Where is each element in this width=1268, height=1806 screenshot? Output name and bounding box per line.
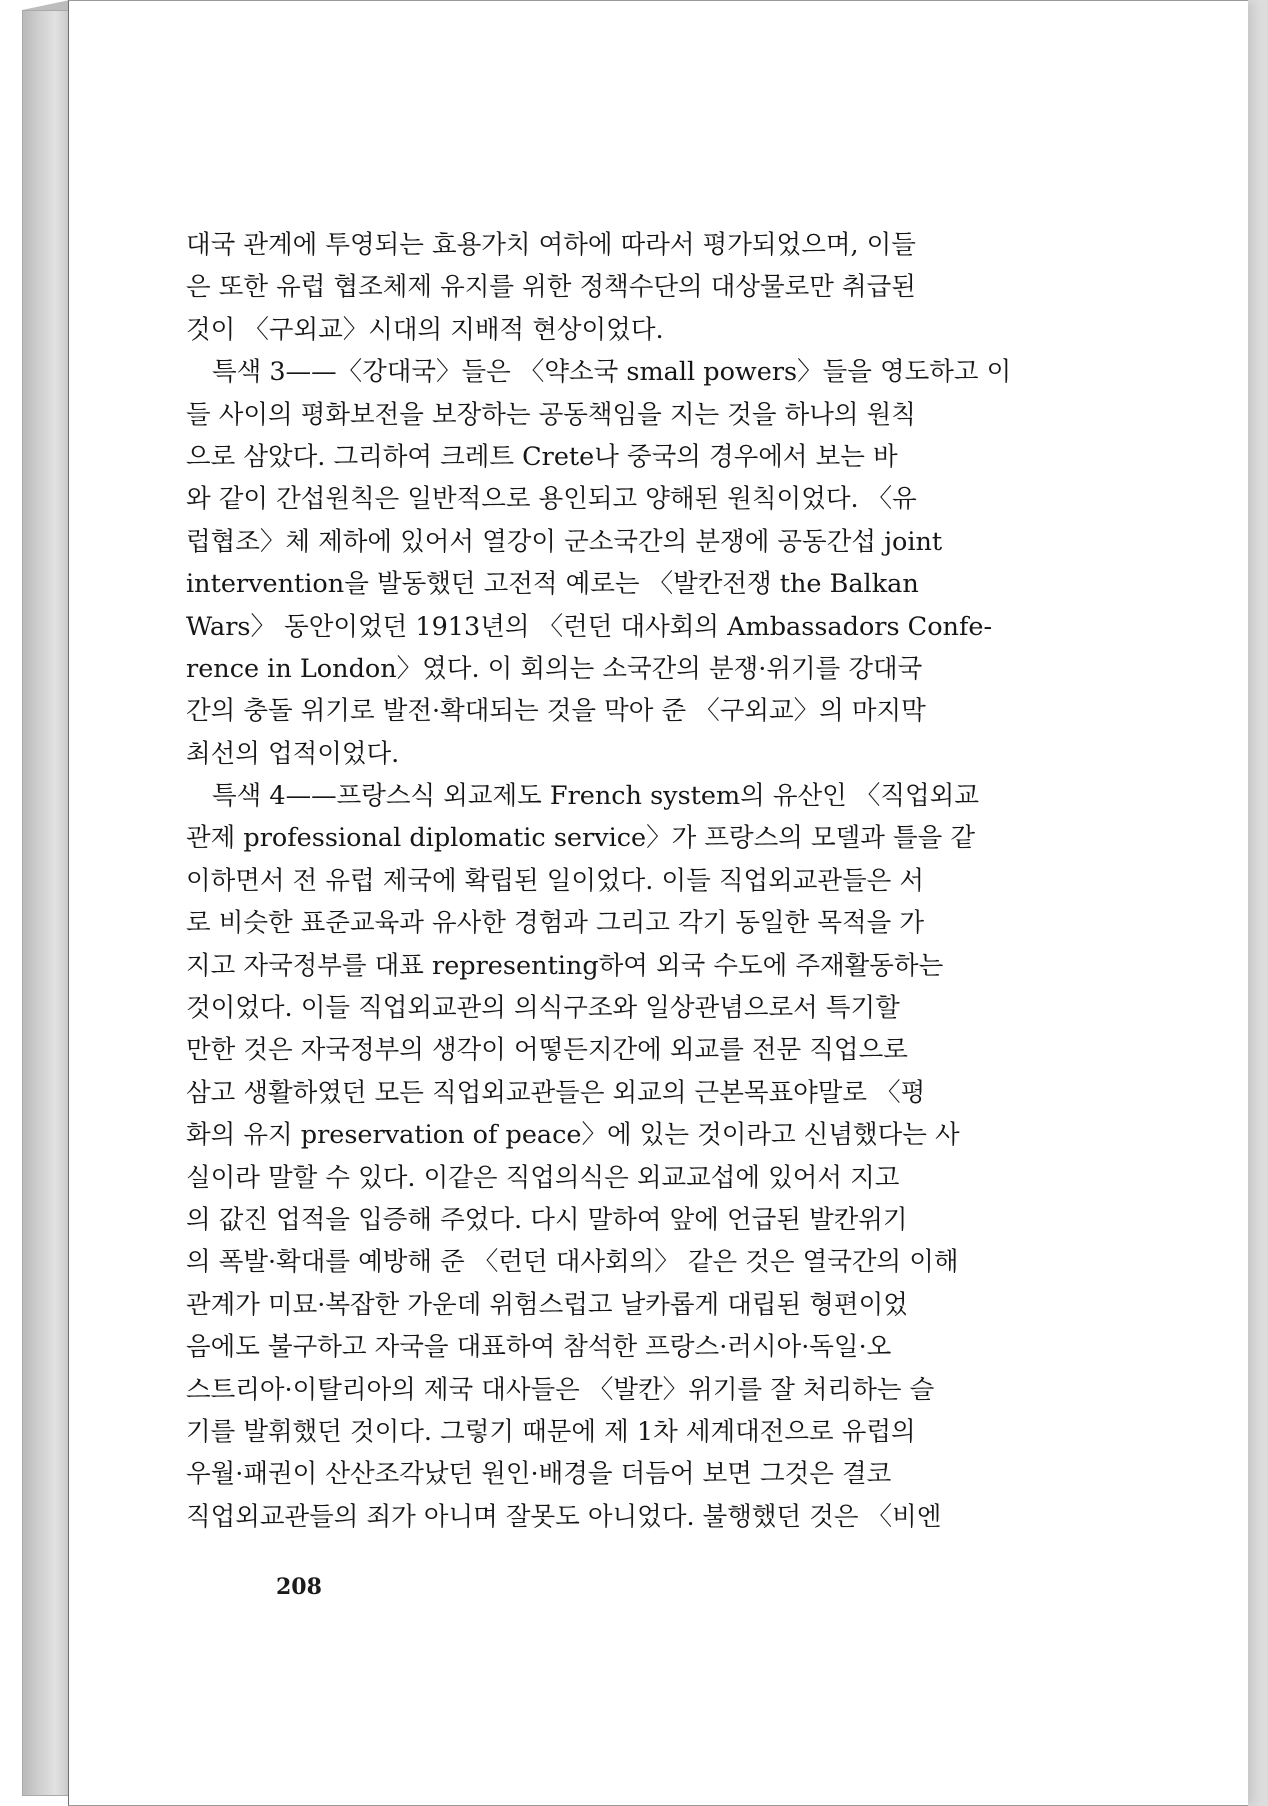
text-line: 은 또한 유럽 협조체제 유지를 위한 정책수단의 대상물로만 취급된 (186, 272, 916, 303)
text-line: 기를 발휘했던 것이다. 그렇기 때문에 제 1차 세계대전으로 유럽의 (186, 1416, 916, 1447)
text-line: 것이 〈구외교〉시대의 지배적 현상이었다. (186, 314, 664, 345)
text-line: 관제 professional diplomatic service〉가 프랑스의 모델과 틀을 같 (186, 823, 976, 854)
text-line: 로 비슷한 표준교육과 유사한 경험과 그리고 각기 동일한 목적을 가 (186, 908, 925, 939)
body-text (186, 224, 1096, 1538)
text-line: 스트리아·이탈리아의 제국 대사들은 〈발칸〉위기를 잘 처리하는 슬 (186, 1374, 935, 1405)
text-line: 음에도 불구하고 자국을 대표하여 참석한 프랑스·러시아·독일·오 (186, 1332, 892, 1363)
text-line: 의 폭발·확대를 예방해 준 〈런던 대사회의〉 같은 것은 열국간의 이해 (186, 1247, 959, 1278)
text-line: 만한 것은 자국정부의 생각이 어떻든지간에 외교를 전문 직업으로 (186, 1035, 908, 1066)
text-line: 특색 3——〈강대국〉들은 〈약소국 small powers〉들을 영도하고 이 (212, 357, 1012, 388)
text-line: 이하면서 전 유럽 제국에 확립된 일이었다. 이들 직업외교관들은 서 (186, 865, 925, 896)
text-line: Wars〉 동안이었던 1913년의 〈런던 대사회의 Ambassadors Confe- (186, 611, 993, 642)
text-line: 최선의 업적이었다. (186, 738, 400, 769)
text-line: 럽협조〉체 제하에 있어서 열강이 군소국간의 분쟁에 공동간섭 joint (186, 526, 943, 557)
text-line: 것이었다. 이들 직업외교관의 의식구조와 일상관념으로서 특기할 (186, 993, 900, 1024)
text-line: 화의 유지 preservation of peace〉에 있는 것이라고 신념했다는 사 (186, 1120, 960, 1151)
text-line: 관계가 미묘·복잡한 가운데 위험스럽고 날카롭게 대립된 형편이었 (186, 1289, 908, 1320)
text-line: 직업외교관들의 죄가 아니며 잘못도 아니었다. 불행했던 것은 〈비엔 (186, 1501, 942, 1532)
page-number: 208 (276, 1574, 322, 1600)
text-line: 특색 4——프랑스식 외교제도 French system의 유산인 〈직업외교 (212, 781, 979, 812)
text-line: intervention을 발동했던 고전적 예로는 〈발칸전쟁 the Balkan (186, 569, 919, 600)
text-line: 우월·패권이 산산조각났던 원인·배경을 더듬어 보면 그것은 결코 (186, 1459, 892, 1490)
text-line: 들 사이의 평화보전을 보장하는 공동책임을 지는 것을 하나의 원칙 (186, 399, 916, 430)
text-line: 와 같이 간섭원칙은 일반적으로 용인되고 양해된 원칙이었다. 〈유 (186, 484, 917, 515)
book-spine (22, 10, 70, 1796)
text-line: 간의 충돌 위기로 발전·확대되는 것을 막아 준 〈구외교〉의 마지막 (186, 696, 926, 727)
text-line: 대국 관계에 투영되는 효용가치 여하에 따라서 평가되었으며, 이들 (186, 230, 916, 260)
text-line: 삼고 생활하였던 모든 직업외교관들은 외교의 근본목표야말로 〈평 (186, 1077, 926, 1108)
text-line: 실이라 말할 수 있다. 이같은 직업의식은 외교교섭에 있어서 지고 (186, 1162, 900, 1193)
book-spine-top (22, 0, 70, 10)
text-line: rence in London〉였다. 이 회의는 소국간의 분쟁·위기를 강대국 (186, 653, 923, 684)
text-line: 의 값진 업적을 입증해 주었다. 다시 말하여 앞에 언급된 발칸위기 (186, 1204, 908, 1235)
text-line: 으로 삼았다. 그리하여 크레트 Crete나 중국의 경우에서 보는 바 (186, 441, 898, 472)
text-line: 지고 자국정부를 대표 representing하여 외국 수도에 주재활동하는 (186, 950, 944, 981)
